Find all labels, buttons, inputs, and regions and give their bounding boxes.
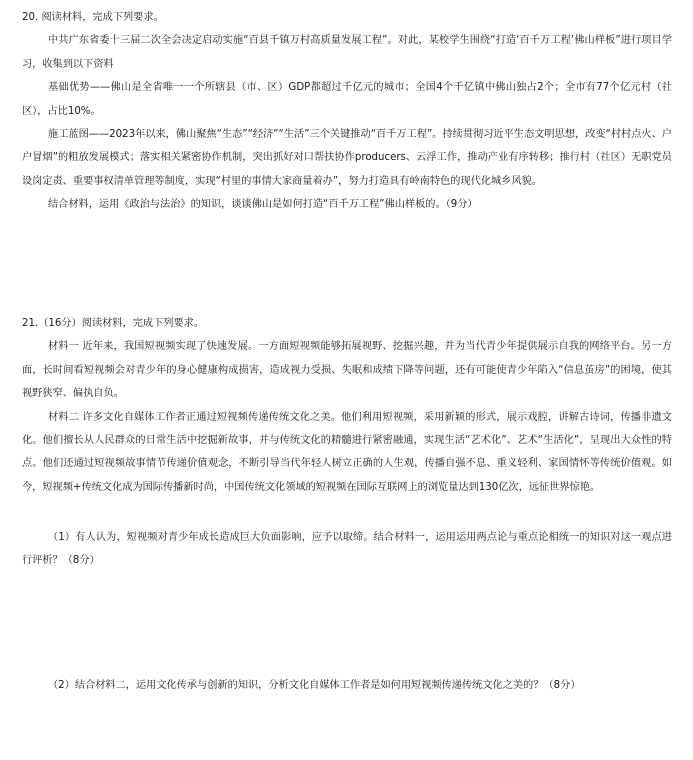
question-20 [22, 6, 672, 217]
question-21 [22, 312, 672, 499]
question-21-title: 21.（16分）阅读材料，完成下列要求。 [22, 318, 204, 329]
question-20-intro: 中共广东省委十三届二次全会决定启动实施“百县千镇万村高质量发展工程”。对此，某校学生围绕“打造‘百千万工程’佛山样板”进行项目学习，收集到以下资料 [22, 35, 672, 70]
question-20-prompt: 结合材料，运用《政治与法治》的知识，谈谈佛山是如何打造“百千万工程”佛山样板的。（9分） [48, 199, 478, 211]
question-21-part-1 [22, 526, 672, 573]
question-21-part-2 [22, 674, 672, 697]
question-20-title: 20. 阅读材料，完成下列要求。 [22, 12, 164, 23]
question-21-part-2-prompt: （2）结合材料二，运用文化传承与创新的知识，分析文化自媒体工作者是如何用短视频传递传统文化之美的？（8分） [48, 680, 581, 691]
question-21-part-1-prompt: （1）有人认为，短视频对青少年成长造成巨大负面影响，应予以取缔。结合材料一，运用运用两点论与重点论相统一的知识对这一观点进行评析？（8分） [22, 532, 672, 567]
question-20-construction-plan: 施工蓝图——2023年以来，佛山聚焦“生态”“经济”“生活”三个关键推动“百千万工程”。持续贯彻习近平生态文明思想，改变“村村点火、户户冒烟”的粗放发展模式；落实相关紧密协作机制，突出抓好对口帮扶协作producers、云浮工作，推动产业有序转移；推行村（社区）无职党员设岗定责、重要事权清单管理等制度，实现“村里的事情大家商量着办”，努力打造具有岭南特色的现代化城乡风貌。 [22, 129, 672, 187]
question-20-base-advantage: 基础优势——佛山是全省唯一一个所辖县（市、区）GDP都超过千亿元的城市；全国4个千亿镇中佛山独占2个；全市有77个亿元村（社区），占比10%。 [22, 82, 672, 117]
question-21-material-2: 材料二 许多文化自媒体工作者正通过短视频传递传统文化之美。他们利用短视频，采用新颖的形式，展示戏腔，讲解古诗词，传播非遗文化。他们擅长从人民群众的日常生活中挖掘新故事，并与传统文化的精髓进行紧密融通，实现生活“艺术化”、艺术“生活化”，呈现出大众性的特点。他们还通过短视频故事情节传递价值观念，不断引导当代年轻人树立正确的人生观，传播自强不息、重义轻利、家国情怀等传统价值观。如今，短视频+传统文化成为国际传播新时尚，中国传统文化领域的短视频在国际互联网上的浏览量达到130亿次，远征世界惊艳。 [22, 411, 672, 493]
question-21-material-1: 材料一 近年来，我国短视频实现了快速发展。一方面短视频能够拓展视野、挖掘兴趣，并为当代青少年提供展示自我的网络平台。另一方面，长时间看短视频会对青少年的身心健康构成损害，造成视力受损、失眠和成绩下降等问题，还有可能使青少年陷入“信息茧房”的困境，使其视野狭窄、偏执自负。 [22, 341, 672, 400]
